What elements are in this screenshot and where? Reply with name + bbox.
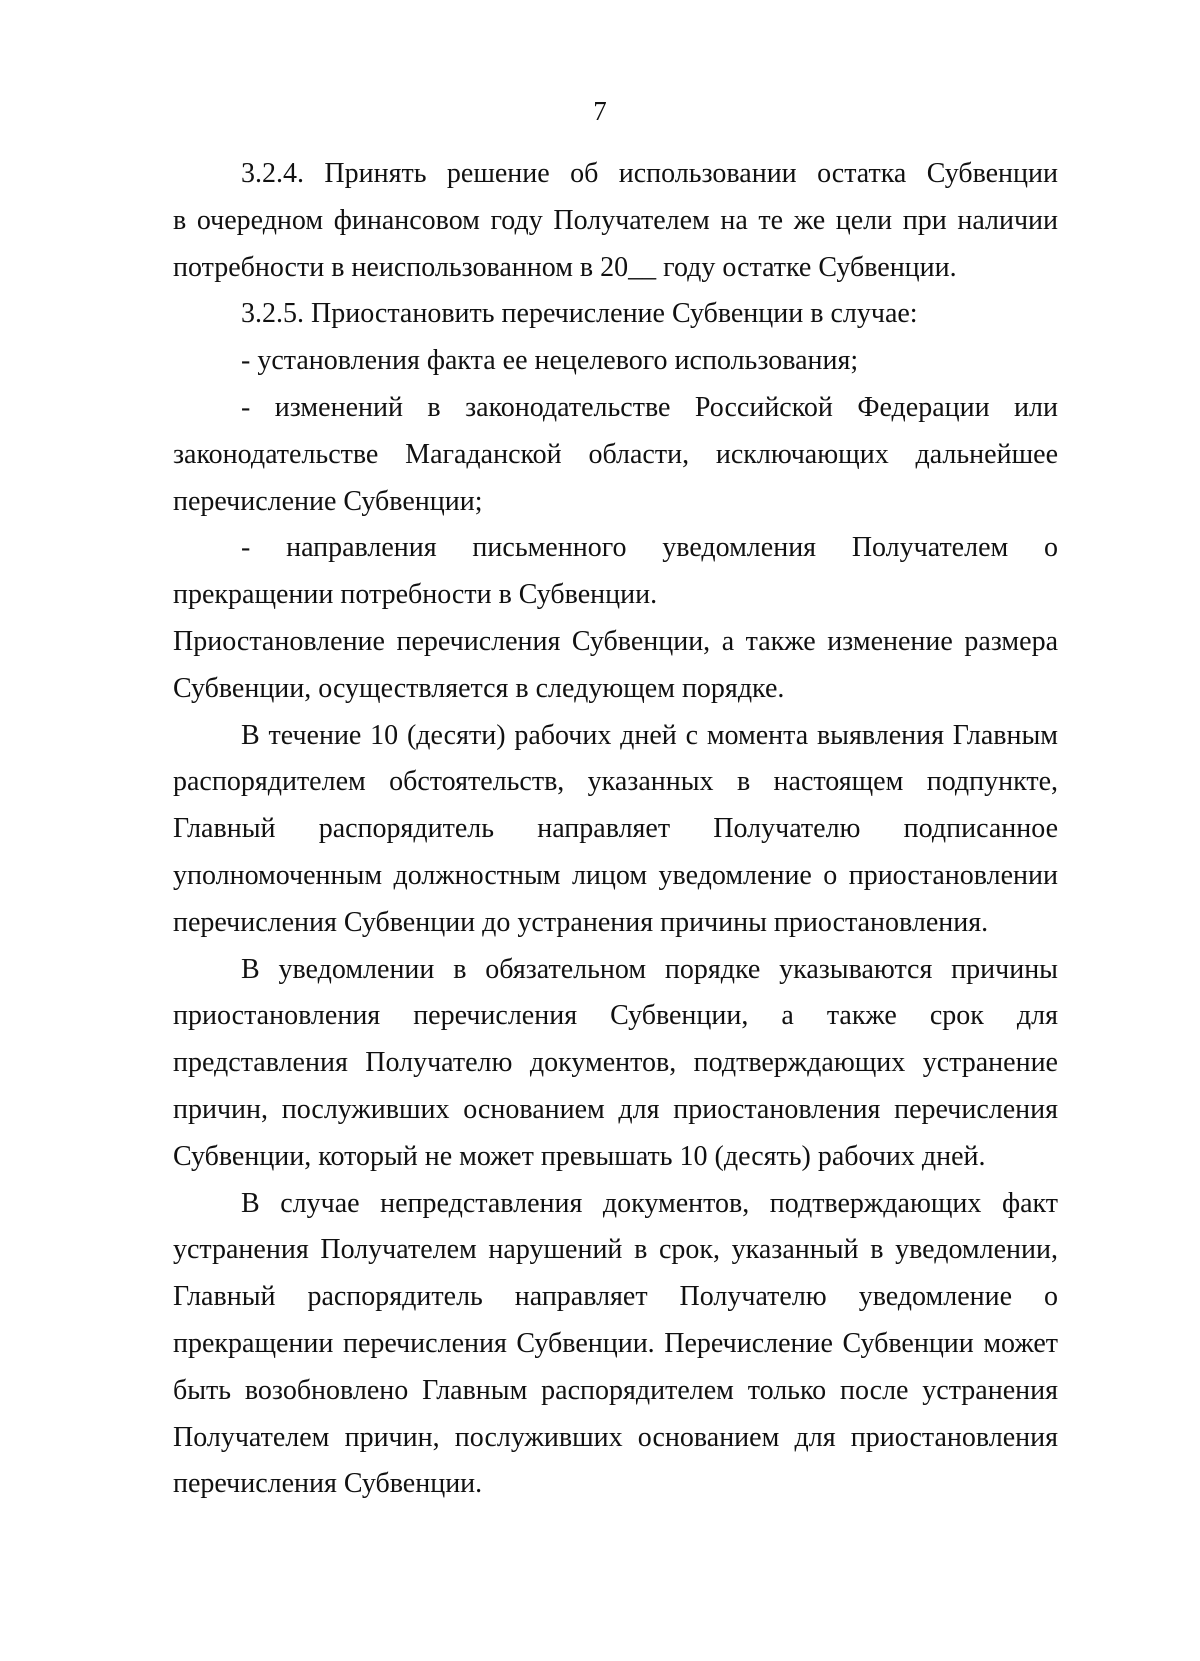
text-line: прекращении перечисления Субвенции. Перечисление Субвенции может bbox=[173, 1327, 1058, 1359]
text-line: - направления письменного уведомления Получателем о bbox=[241, 532, 1058, 564]
text-line: причин, послуживших основанием для приостановления перечисления bbox=[173, 1093, 1058, 1125]
text-line: перечисления Субвенции до устранения причины приостановления. bbox=[173, 906, 989, 938]
text-line: В случае непредставления документов, подтверждающих факт bbox=[241, 1187, 1058, 1219]
text-line: распорядителем обстоятельств, указанных в настоящем подпункте, bbox=[173, 766, 1058, 798]
text-line: приостановления перечисления Субвенции, а также срок для bbox=[173, 1000, 1058, 1032]
text-line: Субвенции, осуществляется в следующем порядке. bbox=[173, 672, 785, 704]
text-line: перечисление Субвенции; bbox=[173, 485, 483, 517]
text-line: В уведомлении в обязательном порядке указываются причины bbox=[241, 953, 1058, 985]
text-line: уполномоченным должностным лицом уведомление о приостановлении bbox=[173, 859, 1058, 891]
text-line: Получателем причин, послуживших основанием для приостановления bbox=[173, 1421, 1058, 1453]
text-line: Главный распорядитель направляет Получателю подписанное bbox=[173, 813, 1058, 845]
text-line: Субвенции, который не может превышать 10 (десять) рабочих дней. bbox=[173, 1140, 986, 1172]
text-line: В течение 10 (десяти) рабочих дней с момента выявления Главным bbox=[241, 719, 1058, 751]
text-line: устранения Получателем нарушений в срок, указанный в уведомлении, bbox=[173, 1234, 1058, 1266]
text-line: прекращении потребности в Субвенции. bbox=[173, 579, 658, 611]
document-body bbox=[173, 151, 1058, 1508]
text-line: перечисления Субвенции. bbox=[173, 1468, 483, 1500]
text-line: - изменений в законодательстве Российской Федерации или bbox=[241, 391, 1058, 423]
text-line: Главный распорядитель направляет Получателю уведомление о bbox=[173, 1281, 1058, 1313]
text-line: в очередном финансовом году Получателем на те же цели при наличии bbox=[173, 204, 1058, 236]
text-line: быть возобновлено Главным распорядителем только после устранения bbox=[173, 1374, 1058, 1406]
text-line: Приостановление перечисления Субвенции, а также изменение размера bbox=[173, 625, 1058, 657]
text-line: 3.2.5. Приостановить перечисление Субвенции в случае: bbox=[241, 298, 918, 330]
text-line: представления Получателю документов, подтверждающих устранение bbox=[173, 1047, 1058, 1079]
text-line: законодательстве Магаданской области, исключающих дальнейшее bbox=[173, 438, 1058, 470]
text-line: - установления факта ее нецелевого использования; bbox=[241, 345, 859, 377]
page-number: 7 bbox=[593, 96, 607, 126]
text-line: потребности в неиспользованном в 20__ году остатке Субвенции. bbox=[173, 251, 957, 283]
text-line: 3.2.4. Принять решение об использовании остатка Субвенции bbox=[241, 158, 1058, 189]
